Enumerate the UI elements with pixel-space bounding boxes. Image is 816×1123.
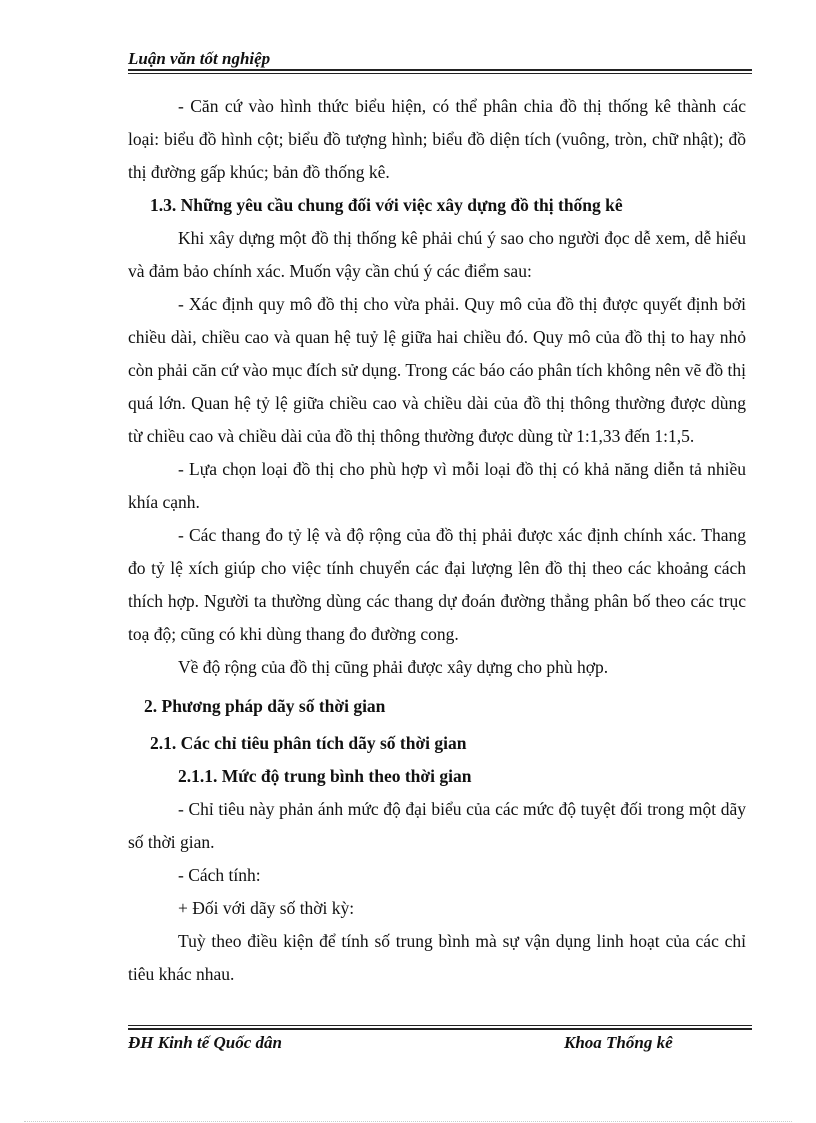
- footer-university: ĐH Kinh tế Quốc dân: [128, 1033, 282, 1052]
- heading-1-3: 1.3. Những yêu cầu chung đối với việc xây dựng đồ thị thống kê: [150, 195, 623, 215]
- paragraph-classification: - Căn cứ vào hình thức biểu hiện, có thể phân chia đồ thị thống kê thành các loại: biểu đồ hình cột; biểu đồ tượng hình; biểu đồ diện tích (vuông, tròn, chữ nhật); đồ thị đường gấp khúc; bản đồ thống kê.: [128, 96, 746, 182]
- paragraph-indicator: - Chỉ tiêu này phản ánh mức độ đại biểu của các mức độ tuyệt đối trong một dãy số thời gian.: [128, 799, 746, 852]
- header-rule: [128, 69, 752, 74]
- footer-rule: [128, 1025, 752, 1030]
- heading-2-1: 2.1. Các chỉ tiêu phân tích dãy số thời gian: [150, 733, 467, 753]
- heading-2-1-1: 2.1.1. Mức độ trung bình theo thời gian: [178, 766, 472, 786]
- paragraph-intro-requirements: Khi xây dựng một đồ thị thống kê phải chú ý sao cho người đọc dễ xem, dễ hiểu và đảm bảo chính xác. Muốn vậy cần chú ý các điểm sau:: [128, 228, 746, 281]
- page-body: [128, 90, 746, 991]
- heading-2: 2. Phương pháp dãy số thời gian: [144, 696, 386, 716]
- page-bottom-dotted-line: [24, 1121, 792, 1122]
- paragraph-period-series: + Đối với dãy số thời kỳ:: [178, 898, 355, 918]
- paragraph-width: Về độ rộng của đồ thị cũng phải được xây dựng cho phù hợp.: [178, 657, 609, 677]
- paragraph-conditions: Tuỳ theo điều kiện để tính số trung bình mà sự vận dụng linh hoạt của các chỉ tiêu khác nhau.: [128, 931, 746, 984]
- paragraph-measurement-scales: - Các thang đo tỷ lệ và độ rộng của đồ thị phải được xác định chính xác. Thang đo tỷ lệ xích giúp cho việc tính chuyển các đại lượng lên đồ thị theo các khoảng cách thích hợp. Người ta thường dùng các thang dự đoán đường thẳng phân bố theo các trục toạ độ; cũng có khi dùng thang đo đường cong.: [128, 525, 746, 644]
- paragraph-method: - Cách tính:: [178, 865, 261, 885]
- footer-faculty: Khoa Thống kê: [564, 1033, 673, 1052]
- paragraph-choose-type: - Lựa chọn loại đồ thị cho phù hợp vì mỗi loại đồ thị có khả năng diễn tả nhiều khía cạnh.: [128, 459, 746, 512]
- page-header-title: Luận văn tốt nghiệp: [128, 49, 271, 68]
- paragraph-scale: - Xác định quy mô đồ thị cho vừa phải. Quy mô của đồ thị được quyết định bởi chiều dài, chiều cao và quan hệ tuỷ lệ giữa hai chiều đó. Quy mô của đồ thị to hay nhỏ còn phải căn cứ vào mục đích sử dụng. Trong các báo cáo phân tích không nên vẽ đồ thị quá lớn. Quan hệ tỷ lệ giữa chiều cao và chiều dài của đồ thị thông thường được dùng từ chiều cao và chiều dài của đồ thị thông thường được dùng từ 1:1,33 đến 1:1,5.: [128, 294, 746, 446]
